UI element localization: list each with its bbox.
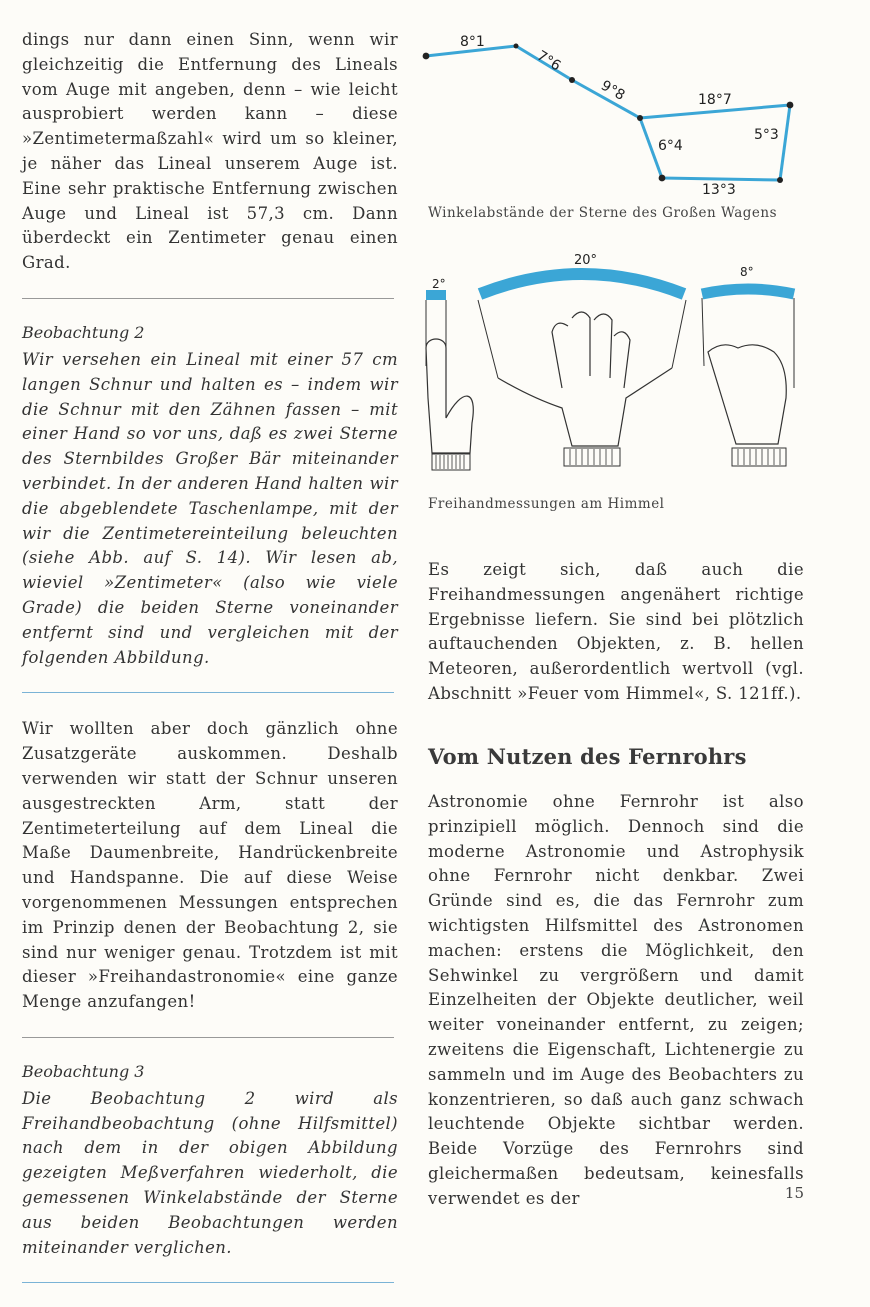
divider: [22, 1037, 394, 1038]
angle-label-2: 2°: [432, 277, 446, 291]
section-heading: Vom Nutzen des Fernrohrs: [428, 744, 747, 769]
dipper-segment: [780, 105, 790, 180]
result-paragraph: Es zeigt sich, daß auch die Freihandmessungen angenähert richtige Ergebnisse liefern. Sie sind bei plötzlich auftauchenden Objekten, z. B. hellen Meteoren, außerordentlich wertvoll (vgl. Abschnitt »Feuer vom Himmel«, S. 121ff.).: [428, 560, 804, 703]
observation-3-title: Beobachtung 3: [22, 1061, 145, 1081]
star: [514, 44, 519, 49]
left-column: [22, 28, 398, 1307]
hand-measurement-diagram: [422, 248, 800, 483]
distance-label: 13°3: [702, 182, 736, 198]
dipper-segment: [662, 178, 780, 180]
distance-label: 7°6: [533, 47, 564, 75]
divider: [22, 1282, 394, 1283]
distance-label: 6°4: [658, 138, 683, 154]
star: [777, 177, 783, 183]
middle-paragraph: Wir wollten aber doch gänzlich ohne Zusatzgeräte auskommen. Deshalb verwenden wir statt der Schnur unseren ausgestreckten Arm, statt der Zentimeterteilung auf dem Lineal die Maße Daumenbreite, Handrückenbreite und Handspanne. Die auf diese Weise vorgenommenen Messungen entsprechen im Prinzip denen der Beobachtung 2, sie sind nur weniger genau. Trotzdem ist mit dieser »Freihandastronomie« eine ganze Menge anzufangen!: [22, 719, 398, 1012]
observation-2-title: Beobachtung 2: [22, 322, 145, 342]
hand-measurement-caption: Freihandmessungen am Himmel: [428, 496, 665, 512]
divider: [22, 692, 394, 693]
star: [569, 77, 575, 83]
big-dipper-caption: Winkelabstände der Sterne des Großen Wagens: [428, 205, 778, 221]
divider: [22, 298, 394, 299]
observation-3-text: Die Beobachtung 2 wird als Freihandbeobachtung (ohne Hilfsmittel) nach dem in der obigen Abbildung gezeigten Meßverfahren wiederholt, die gemessenen Winkelabstände der Sterne aus beiden Beobachtungen werden miteinander verglichen.: [22, 1088, 398, 1257]
telescope-paragraph: Astronomie ohne Fernrohr ist also prinzipiell möglich. Dennoch sind die moderne Astronomie und Astrophysik ohne Fernrohr nicht denkbar. Zwei Gründe sind es, die das Fernrohr zum wichtigsten Hilfsmittel des Astronomen machen: erstens die Möglichkeit, den Sehwinkel zu vergrößern und damit Einzelheiten der Objekte deutlicher, weil weiter voneinander entfernt, zu zeigen; zweitens die Eigenschaft, Lichtenergie zu sammeln und im Auge des Beobachters zu konzentrieren, so daß auch ganz schwach leuchtende Objekte sichtbar werden. Beide Vorzüge des Fernrohrs sind gleichermaßen bedeutsam, keinesfalls verwendet es der: [428, 792, 804, 1208]
angle-label-20: 20°: [574, 253, 598, 268]
hand-span-measurement: [478, 253, 686, 466]
observation-2-text: Wir versehen ein Lineal mit einer 57 cm langen Schnur und halten es – indem wir die Schnur mit den Zähnen fassen – mit einer Hand so vor uns, daß es zwei Sterne des Sternbildes Großer Bär miteinander verbindet. In der anderen Hand halten wir die abgeblendete Taschenlampe, mit der wir die Zentimetereinteilung beleuchten (siehe Abb. auf S. 14). Wir lesen ab, wieviel »Zentimeter« (also wie viele Grade) die beiden Sterne voneinander entfernt sind und vergleichen mit der folgenden Abbildung.: [22, 349, 398, 667]
distance-label: 5°3: [754, 127, 779, 143]
thumb-measurement: [426, 277, 473, 470]
fist-measurement: [702, 265, 794, 466]
star: [637, 115, 643, 121]
star: [659, 175, 666, 182]
star: [423, 53, 430, 60]
star: [787, 102, 794, 109]
distance-label: 9°8: [598, 77, 628, 104]
distance-label: 18°7: [698, 92, 732, 108]
page-number: 15: [784, 1184, 804, 1202]
angle-label-8: 8°: [740, 265, 754, 279]
distance-label: 8°1: [460, 34, 485, 50]
intro-paragraph: dings nur dann einen Sinn, wenn wir gleichzeitig die Entfernung des Lineals vom Auge mit angeben, denn – wie leicht ausprobiert werden kann – diese »Zentimetermaßzahl« wird um so kleiner, je näher das Lineal unserem Auge ist. Eine sehr praktische Entfernung zwischen Auge und Lineal ist 57,3 cm. Dann überdeckt ein Zentimeter genau einen Grad.: [22, 30, 398, 273]
big-dipper-diagram: [420, 28, 798, 233]
